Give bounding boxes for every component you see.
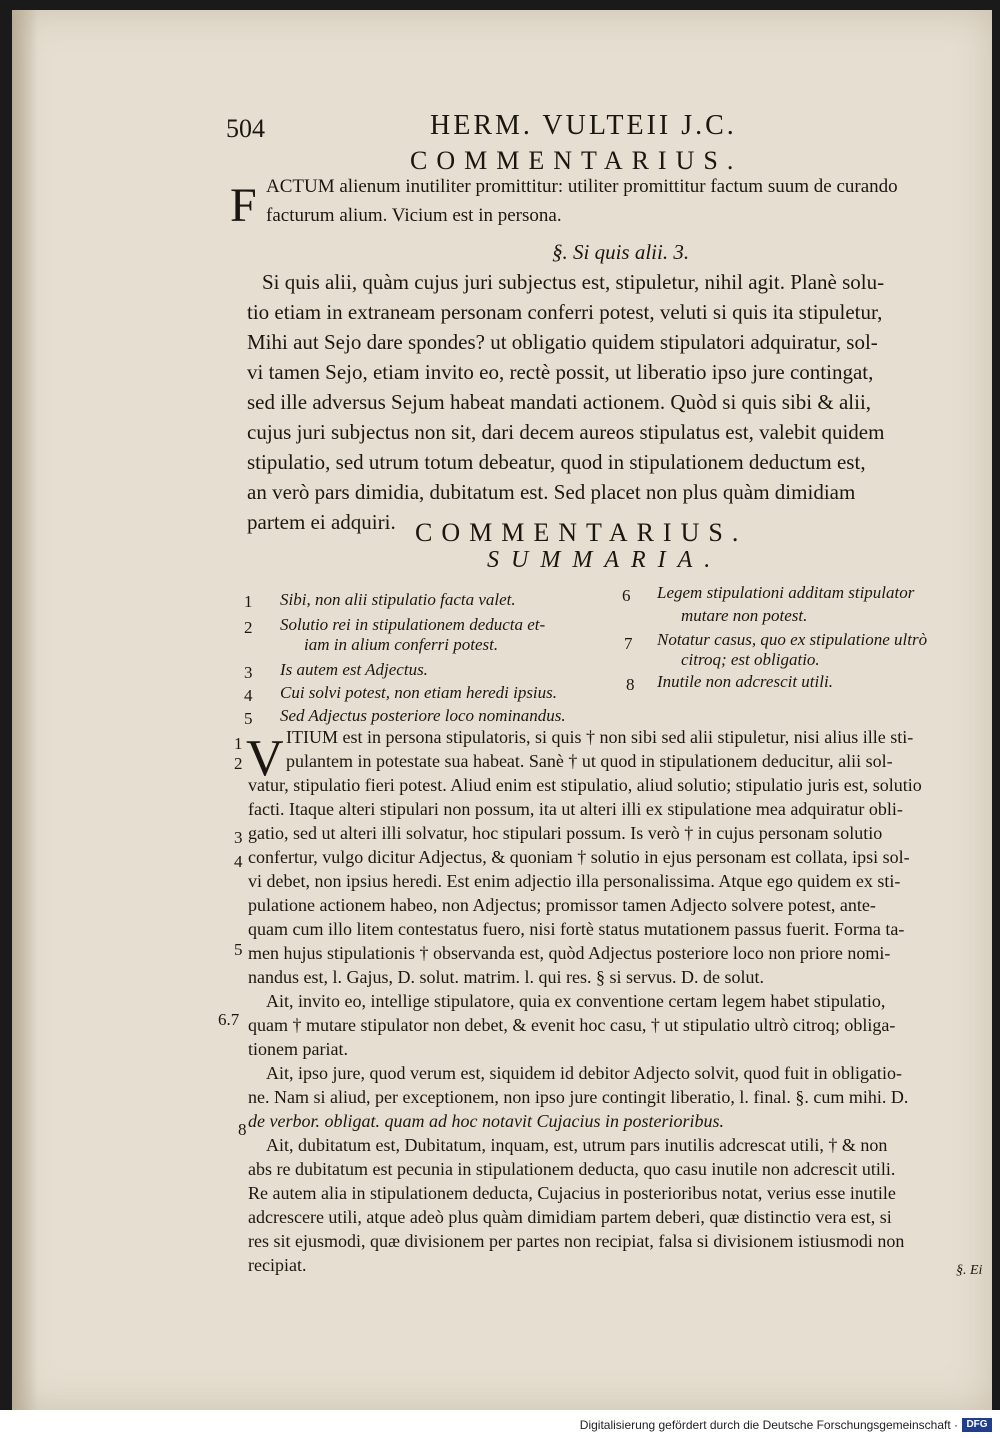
margin-number: 6.7 [218,1010,240,1029]
summary-number: 1 [244,592,253,611]
commentary-line: Ait, ipso jure, quod verum est, siquidem id debitor Adjecto solvit, quod fuit in obligatio- [266,1063,902,1083]
margin-number: 3 [234,828,243,847]
commentary-line: pulatione actionem habeo, non Adjectus; promissor tamen Adjecto solvere potest, ante- [248,895,876,915]
drop-cap-v: V [246,730,284,787]
page-number: 504 [226,114,265,143]
summaria-heading: SUMMARIA. [487,547,723,573]
commentary-line: vatur, stipulatio fieri potest. Aliud enim est stipulatio, aliud solutio; stipulatio juris est, solutio [248,775,922,795]
commentary-line: quam † mutare stipulator non debet, & evenit hoc casu, † ut stipulatio ultrò citroq; obliga- [248,1015,896,1035]
intro-line: facturum alium. Vicium est in persona. [266,205,562,226]
law-text-line: sed ille adversus Sejum habeat mandati actionem. Quòd si quis sibi & alii, [247,390,872,414]
commentary-line: nandus est, l. Gajus, D. solut. matrim. l. qui res. § si servus. D. de solut. [248,967,764,987]
commentary-line: res sit ejusmodi, quæ divisionem per partes non recipiat, falsa si divisionem istiusmodi non [248,1231,905,1251]
commentary-line: ne. Nam si aliud, per exceptionem, non ipso jure contingit liberatio, l. final. §. cum mihi. D. [248,1087,909,1107]
summary-number: 3 [244,663,253,682]
commentary-line: facti. Itaque alteri stipulari non possum, ita ut alteri illi ex stipulatione mea adquiratur obli- [248,799,903,819]
summary-item: Is autem est Adjectus. [280,660,428,679]
commentary-line: vi debet, non ipsius heredi. Est enim adjectio illa personalissima. Atque ego quidem ex sti- [248,871,901,891]
commentary-line: ITIUM est in persona stipulatoris, si quis † non sibi sed alii stipuletur, nisi alius ille sti- [286,727,914,747]
law-text-line: partem ei adquiri. [247,510,396,534]
commentary-line: Ait, dubitatum est, Dubitatum, inquam, est, utrum pars inutilis adcrescat utili, † & non [266,1135,888,1155]
commentary-heading-2: COMMENTARIUS. [415,518,748,547]
summary-item: iam in alium conferri potest. [304,635,499,654]
running-head: HERM. VULTEII J.C. [430,110,737,141]
commentary-line: de verbor. obligat. quam ad hoc notavit Cujacius in posterioribus. [248,1111,724,1131]
summary-item: Legem stipulationi additam stipulator [657,583,915,602]
commentary-line: quam cum illo litem contestatus fuero, nisi fortè status mutationem passus fuerit. Forma ta- [248,919,905,939]
commentary-line: Re autem alia in stipulationem deducta, Cujacius in posterioribus notat, verius esse inutile [248,1183,896,1203]
commentary-line: Ait, invito eo, intellige stipulatore, quia ex conventione certam legem habet stipulatio, [266,991,886,1011]
funding-notice: Digitalisierung gefördert durch die Deutsche Forschungsgemeinschaft · [579,1418,958,1432]
margin-number: 8 [238,1120,247,1139]
summary-number: 8 [626,675,635,694]
dfg-logo-icon: DFG [962,1418,992,1432]
margin-number: 5 [234,940,243,959]
summary-item: Notatur casus, quo ex stipulatione ultrò [657,630,928,649]
commentary-line: recipiat. [248,1255,307,1275]
commentary-line: pulantem in potestate sua habeat. Sanè † ut quod in stipulationem deducitur, alii sol- [286,751,893,771]
book-page [12,10,992,1410]
commentary-line: gatio, sed ut alteri illi solvatur, hoc stipulari possum. Is verò † in cujus personam solutio [248,823,883,843]
law-text-line: cujus juri subjectus non sit, dari decem aureos stipulatus est, valebit quidem [247,420,885,444]
summary-number: 7 [624,634,633,653]
summary-number: 5 [244,709,253,728]
summary-item: mutare non potest. [681,606,808,625]
law-text-line: tio etiam in extraneam personam conferri potest, veluti si quis ita stipuletur, [247,300,883,324]
section-mark: §. Si quis alii. 3. [552,240,690,264]
summary-item: Inutile non adcrescit utili. [657,672,833,691]
summary-number: 2 [244,618,253,637]
law-text-line: an verò pars dimidia, dubitatum est. Sed placet non plus quàm dimidiam [247,480,856,504]
law-text-line: Mihi aut Sejo dare spondes? ut obligatio quidem stipulatori adquiratur, sol- [247,330,878,354]
commentary-line: adcrescere utili, atque adeò plus quàm dimidiam partem deberi, quæ distinctio vera est, si [248,1207,892,1227]
catchword: §. Ei [956,1263,983,1278]
margin-number: 1 [234,734,243,753]
law-text-line: Si quis alii, quàm cujus juri subjectus est, stipuletur, nihil agit. Planè solu- [262,270,885,294]
summary-item: Sibi, non alii stipulatio facta valet. [280,590,516,609]
commentary-line: tionem pariat. [248,1039,348,1059]
commentary-line: confertur, vulgo dicitur Adjectus, & quoniam † solutio in ejus personam est collata, ipsi sol- [248,847,910,867]
commentary-line: abs re dubitatum est pecunia in stipulationem deducta, quo casu inutile non adcrescit utili. [248,1159,896,1179]
intro-line: ACTUM alienum inutiliter promittitur: utiliter promittitur factum suum de curando [266,176,898,197]
summary-number: 4 [244,686,253,705]
summary-item: Sed Adjectus posteriore loco nominandus. [280,706,566,725]
margin-number: 2 [234,754,243,773]
summary-item: Cui solvi potest, non etiam heredi ipsius. [280,683,558,702]
summary-item: Solutio rei in stipulationem deducta et- [280,615,546,634]
law-text-line: stipulatio, sed utrum totum debeatur, quod in stipulationem deductum est, [247,450,866,474]
summary-item: citroq; est obligatio. [681,650,820,669]
drop-cap-f: F [230,179,257,232]
law-text-line: vi tamen Sejo, etiam invito eo, rectè possit, ut liberatio ipso jure contingat, [247,360,874,384]
margin-number: 4 [234,852,243,871]
commentary-line: men hujus stipulationis † observanda est, quòd Adjectus posteriore loco non priore nomi- [248,943,891,963]
commentary-heading: COMMENTARIUS. [410,146,743,175]
summary-number: 6 [622,586,631,605]
